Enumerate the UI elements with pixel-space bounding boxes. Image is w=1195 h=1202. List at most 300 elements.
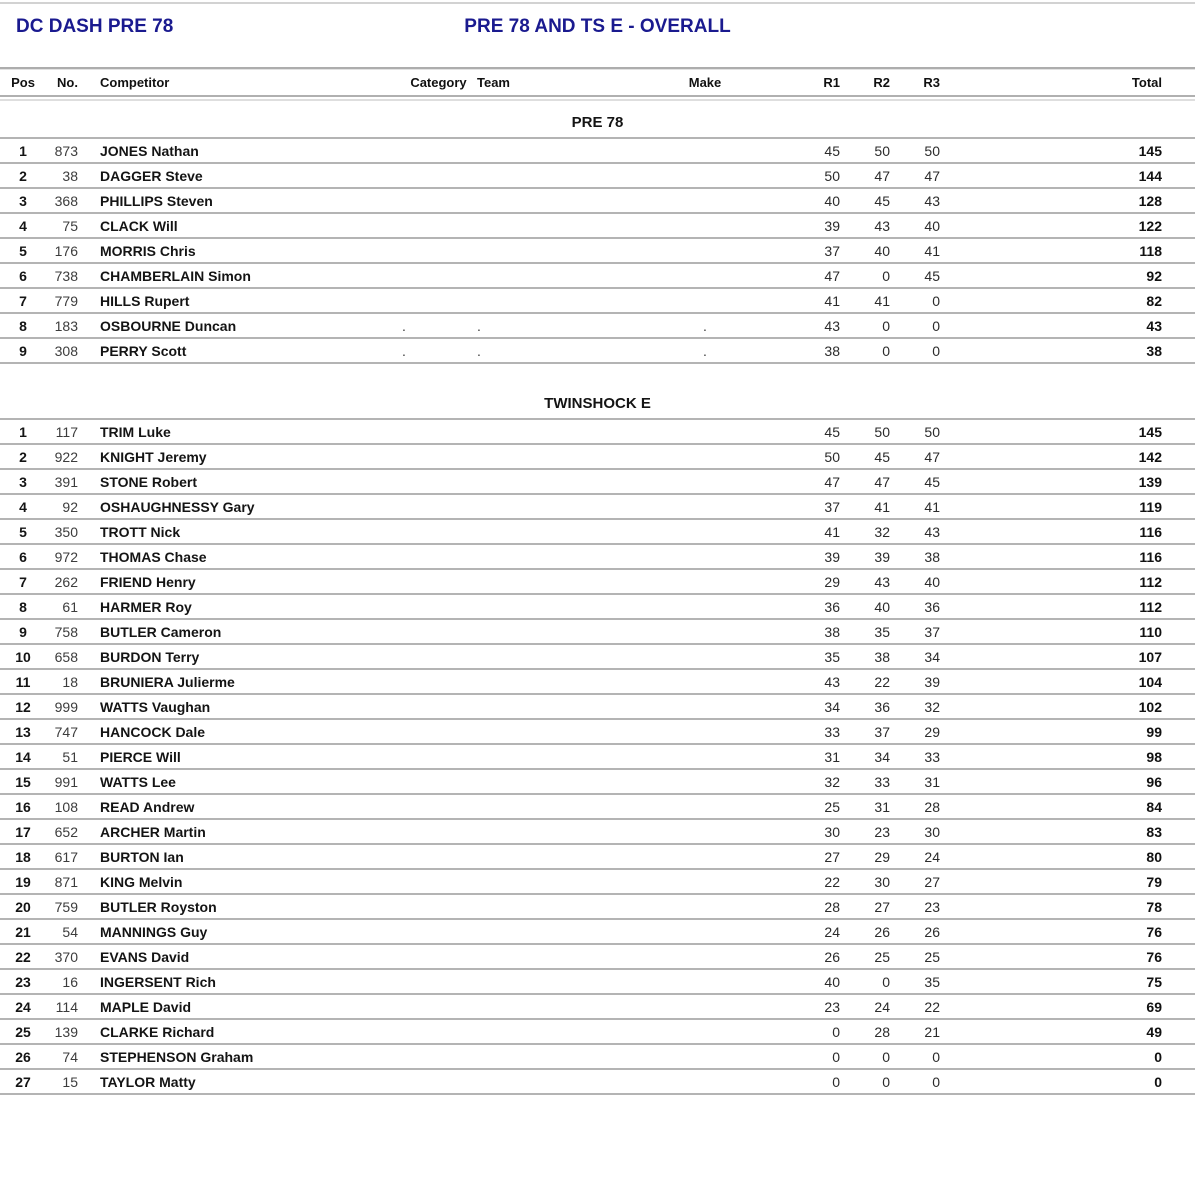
section-title: TWINSHOCK E [544, 395, 651, 412]
cell-competitor: TROTT Nick [100, 523, 181, 540]
cell-total: 119 [1139, 498, 1162, 515]
cell-r2: 33 [874, 773, 890, 790]
cell-make: . [703, 342, 707, 359]
cell-r3: 0 [932, 292, 940, 309]
cell-r1: 23 [824, 998, 840, 1015]
table-row [0, 920, 1195, 945]
cell-total: 98 [1146, 748, 1162, 765]
cell-no: 972 [54, 548, 78, 565]
cell-competitor: KING Melvin [100, 873, 183, 890]
table-row [0, 239, 1195, 264]
cell-total: 102 [1138, 698, 1162, 715]
table-row [0, 945, 1195, 970]
cell-r1: 35 [824, 648, 840, 665]
column-header-row [0, 70, 1195, 95]
cell-r3: 50 [924, 142, 940, 159]
cell-r1: 30 [824, 823, 840, 840]
cell-total: 76 [1146, 948, 1162, 965]
cell-competitor: CLACK Will [100, 217, 178, 234]
cell-r2: 43 [874, 573, 890, 590]
cell-r1: 28 [824, 898, 840, 915]
cell-r2: 41 [874, 498, 890, 515]
cell-r3: 25 [924, 948, 940, 965]
cell-r3: 21 [924, 1023, 940, 1040]
cell-r1: 34 [824, 698, 840, 715]
cell-pos: 17 [15, 823, 31, 840]
cell-total: 139 [1138, 473, 1162, 490]
cell-competitor: CHAMBERLAIN Simon [100, 267, 251, 284]
cell-r2: 25 [874, 948, 890, 965]
table-row [0, 189, 1195, 214]
cell-r3: 34 [924, 648, 940, 665]
cell-no: 991 [54, 773, 78, 790]
cell-r3: 35 [924, 973, 940, 990]
cell-pos: 27 [15, 1073, 31, 1090]
cell-no: 368 [54, 192, 78, 209]
cell-r2: 31 [874, 798, 890, 815]
cell-total: 92 [1146, 267, 1162, 284]
table-row [0, 1070, 1195, 1095]
col-header-category: Category [410, 75, 467, 90]
cell-r1: 36 [824, 598, 840, 615]
cell-r2: 34 [874, 748, 890, 765]
cell-competitor: KNIGHT Jeremy [100, 448, 207, 465]
cell-r1: 43 [824, 317, 840, 334]
cell-pos: 10 [15, 648, 31, 665]
cell-r2: 29 [874, 848, 890, 865]
cell-no: 308 [54, 342, 78, 359]
cell-r1: 50 [824, 448, 840, 465]
section-rows [0, 137, 1195, 364]
cell-total: 69 [1146, 998, 1162, 1015]
cell-r2: 0 [882, 342, 890, 359]
section-rows [0, 418, 1195, 1095]
cell-r2: 0 [882, 317, 890, 334]
cell-pos: 8 [19, 598, 27, 615]
cell-r1: 45 [824, 142, 840, 159]
cell-r2: 45 [874, 448, 890, 465]
cell-r3: 47 [924, 167, 940, 184]
cell-total: 112 [1139, 573, 1162, 590]
cell-r3: 43 [924, 523, 940, 540]
cell-competitor: EVANS David [100, 948, 190, 965]
table-row [0, 620, 1195, 645]
cell-total: 118 [1139, 242, 1162, 259]
cell-team: . [477, 317, 481, 334]
cell-r1: 24 [824, 923, 840, 940]
cell-competitor: BURTON Ian [100, 848, 184, 865]
table-row [0, 595, 1195, 620]
table-row [0, 895, 1195, 920]
col-header-r2: R2 [873, 75, 890, 90]
table-row [0, 164, 1195, 189]
cell-pos: 26 [15, 1048, 31, 1065]
cell-competitor: BURDON Terry [100, 648, 200, 665]
table-row [0, 314, 1195, 339]
cell-r1: 38 [824, 342, 840, 359]
col-header-pos: Pos [11, 75, 35, 90]
cell-pos: 11 [15, 673, 31, 690]
cell-r2: 32 [874, 523, 890, 540]
cell-r2: 24 [874, 998, 890, 1015]
cell-competitor: BUTLER Royston [100, 898, 217, 915]
cell-r2: 50 [874, 142, 890, 159]
cell-r3: 31 [924, 773, 940, 790]
header-bottom-rule-light [0, 99, 1195, 101]
cell-no: 370 [54, 948, 78, 965]
results-table-body [0, 114, 1195, 1095]
cell-no: 617 [54, 848, 78, 865]
cell-r1: 37 [824, 242, 840, 259]
col-header-team: Team [477, 75, 510, 90]
cell-r1: 40 [824, 192, 840, 209]
cell-r1: 40 [824, 973, 840, 990]
cell-competitor: READ Andrew [100, 798, 195, 815]
cell-pos: 5 [19, 242, 27, 259]
cell-r1: 41 [824, 523, 840, 540]
cell-competitor: HANCOCK Dale [100, 723, 206, 740]
cell-r3: 40 [924, 217, 940, 234]
cell-r2: 40 [874, 598, 890, 615]
cell-no: 262 [54, 573, 78, 590]
results-section [0, 114, 1195, 364]
cell-pos: 21 [15, 923, 31, 940]
cell-no: 61 [62, 598, 78, 615]
table-row [0, 470, 1195, 495]
table-row [0, 845, 1195, 870]
cell-no: 183 [54, 317, 78, 334]
cell-pos: 23 [15, 973, 31, 990]
cell-pos: 2 [19, 448, 27, 465]
col-header-r3: R3 [923, 75, 940, 90]
table-row [0, 1020, 1195, 1045]
table-row [0, 214, 1195, 239]
cell-no: 117 [55, 423, 78, 440]
cell-no: 139 [54, 1023, 78, 1040]
cell-r3: 27 [924, 873, 940, 890]
cell-competitor: DAGGER Steve [100, 167, 203, 184]
cell-r2: 38 [874, 648, 890, 665]
cell-r3: 43 [924, 192, 940, 209]
cell-competitor: HILLS Rupert [100, 292, 190, 309]
cell-pos: 6 [19, 267, 27, 284]
cell-r1: 41 [824, 292, 840, 309]
cell-pos: 16 [15, 798, 31, 815]
cell-total: 82 [1146, 292, 1162, 309]
cell-pos: 25 [15, 1023, 31, 1040]
cell-no: 759 [54, 898, 78, 915]
cell-r3: 0 [932, 1073, 940, 1090]
cell-pos: 9 [19, 342, 27, 359]
cell-no: 779 [54, 292, 78, 309]
cell-no: 747 [54, 723, 78, 740]
cell-r1: 38 [824, 623, 840, 640]
cell-r3: 36 [924, 598, 940, 615]
cell-total: 142 [1138, 448, 1162, 465]
table-row [0, 695, 1195, 720]
col-header-r1: R1 [823, 75, 840, 90]
cell-r2: 45 [874, 192, 890, 209]
table-row [0, 770, 1195, 795]
cell-r3: 40 [924, 573, 940, 590]
col-header-no: No. [57, 75, 78, 90]
cell-pos: 5 [19, 523, 27, 540]
cell-pos: 8 [19, 317, 27, 334]
cell-r3: 0 [932, 1048, 940, 1065]
table-row [0, 570, 1195, 595]
cell-r1: 0 [832, 1073, 840, 1090]
cell-no: 16 [62, 973, 78, 990]
cell-r2: 40 [874, 242, 890, 259]
table-row [0, 264, 1195, 289]
table-row [0, 970, 1195, 995]
cell-r3: 39 [924, 673, 940, 690]
cell-r1: 39 [824, 548, 840, 565]
cell-pos: 15 [15, 773, 31, 790]
results-page [0, 2, 1195, 1202]
cell-pos: 19 [15, 873, 31, 890]
cell-r1: 0 [832, 1048, 840, 1065]
cell-r1: 45 [824, 423, 840, 440]
cell-competitor: THOMAS Chase [100, 548, 207, 565]
col-header-total: Total [1131, 75, 1162, 90]
cell-pos: 9 [19, 623, 27, 640]
cell-no: 652 [54, 823, 78, 840]
col-header-competitor: Competitor [100, 75, 170, 90]
cell-competitor: BRUNIERA Julierme [100, 673, 235, 690]
cell-pos: 22 [15, 948, 31, 965]
cell-total: 116 [1139, 548, 1162, 565]
cell-r3: 0 [932, 342, 940, 359]
cell-r3: 41 [924, 242, 940, 259]
cell-r1: 47 [824, 473, 840, 490]
cell-r3: 45 [924, 473, 940, 490]
cell-r2: 47 [874, 473, 890, 490]
cell-r2: 23 [874, 823, 890, 840]
cell-total: 49 [1146, 1023, 1162, 1040]
cell-r1: 50 [824, 167, 840, 184]
cell-r3: 47 [924, 448, 940, 465]
cell-competitor: MANNINGS Guy [100, 923, 208, 940]
cell-r3: 32 [924, 698, 940, 715]
cell-r1: 31 [824, 748, 840, 765]
cell-r3: 22 [924, 998, 940, 1015]
cell-total: 128 [1138, 192, 1162, 209]
table-row [0, 670, 1195, 695]
cell-no: 871 [54, 873, 78, 890]
cell-competitor: INGERSENT Rich [100, 973, 216, 990]
cell-total: 112 [1139, 598, 1162, 615]
cell-r3: 29 [924, 723, 940, 740]
cell-r1: 29 [824, 573, 840, 590]
cell-r1: 22 [824, 873, 840, 890]
cell-make: . [703, 317, 707, 334]
cell-r2: 35 [874, 623, 890, 640]
cell-r1: 37 [824, 498, 840, 515]
table-row [0, 545, 1195, 570]
event-title: DC DASH PRE 78 [16, 16, 174, 37]
cell-competitor: TAYLOR Matty [100, 1073, 196, 1090]
cell-no: 74 [62, 1048, 78, 1065]
table-row [0, 520, 1195, 545]
cell-competitor: OSBOURNE Duncan [100, 317, 237, 334]
cell-no: 92 [62, 498, 78, 515]
cell-total: 80 [1146, 848, 1162, 865]
table-row [0, 495, 1195, 520]
table-row [0, 870, 1195, 895]
table-row [0, 1045, 1195, 1070]
cell-r2: 0 [882, 1048, 890, 1065]
cell-r2: 0 [882, 1073, 890, 1090]
cell-r3: 38 [924, 548, 940, 565]
cell-pos: 4 [19, 217, 27, 234]
cell-no: 176 [54, 242, 78, 259]
cell-competitor: ARCHER Martin [100, 823, 206, 840]
cell-r2: 30 [874, 873, 890, 890]
cell-pos: 7 [19, 292, 27, 309]
table-row [0, 820, 1195, 845]
cell-competitor: WATTS Vaughan [100, 698, 211, 715]
cell-no: 350 [54, 523, 78, 540]
cell-r1: 0 [832, 1023, 840, 1040]
cell-total: 0 [1154, 1073, 1162, 1090]
cell-no: 999 [54, 698, 78, 715]
cell-total: 83 [1146, 823, 1162, 840]
table-row [0, 139, 1195, 164]
table-row [0, 420, 1195, 445]
section-title: PRE 78 [571, 114, 624, 131]
cell-competitor: FRIEND Henry [100, 573, 196, 590]
cell-competitor: BUTLER Cameron [100, 623, 222, 640]
cell-total: 122 [1138, 217, 1162, 234]
cell-no: 108 [54, 798, 78, 815]
cell-r3: 45 [924, 267, 940, 284]
cell-r2: 22 [874, 673, 890, 690]
cell-r2: 50 [874, 423, 890, 440]
cell-competitor: PERRY Scott [100, 342, 187, 359]
page-title: PRE 78 AND TS E - OVERALL [464, 16, 731, 37]
cell-competitor: PIERCE Will [100, 748, 181, 765]
cell-r2: 41 [874, 292, 890, 309]
cell-r2: 36 [874, 698, 890, 715]
cell-competitor: MAPLE David [100, 998, 192, 1015]
cell-competitor: OSHAUGHNESSY Gary [100, 498, 255, 515]
cell-r3: 41 [924, 498, 940, 515]
cell-total: 78 [1146, 898, 1162, 915]
cell-no: 38 [62, 167, 78, 184]
cell-pos: 24 [15, 998, 31, 1015]
table-row [0, 720, 1195, 745]
cell-team: . [477, 342, 481, 359]
cell-pos: 7 [19, 573, 27, 590]
cell-r2: 28 [874, 1023, 890, 1040]
results-section [0, 395, 1195, 1095]
cell-r1: 39 [824, 217, 840, 234]
cell-r3: 0 [932, 317, 940, 334]
cell-category: . [402, 317, 406, 334]
cell-no: 54 [62, 923, 78, 940]
cell-total: 75 [1146, 973, 1162, 990]
cell-r1: 32 [824, 773, 840, 790]
table-row [0, 645, 1195, 670]
cell-r2: 37 [874, 723, 890, 740]
cell-r1: 33 [824, 723, 840, 740]
cell-r1: 47 [824, 267, 840, 284]
cell-competitor: STONE Robert [100, 473, 197, 490]
cell-category: . [402, 342, 406, 359]
cell-no: 738 [54, 267, 78, 284]
cell-pos: 3 [19, 192, 27, 209]
cell-total: 43 [1146, 317, 1162, 334]
col-header-make: Make [688, 75, 722, 90]
table-row [0, 445, 1195, 470]
cell-pos: 4 [19, 498, 27, 515]
cell-r3: 50 [924, 423, 940, 440]
cell-no: 873 [54, 142, 78, 159]
cell-no: 51 [62, 748, 78, 765]
cell-r3: 30 [924, 823, 940, 840]
cell-r2: 27 [874, 898, 890, 915]
cell-r2: 39 [874, 548, 890, 565]
cell-pos: 3 [19, 473, 27, 490]
cell-total: 38 [1146, 342, 1162, 359]
cell-pos: 12 [15, 698, 31, 715]
cell-competitor: TRIM Luke [100, 423, 171, 440]
cell-r2: 47 [874, 167, 890, 184]
cell-r1: 26 [824, 948, 840, 965]
cell-r2: 26 [874, 923, 890, 940]
cell-competitor: CLARKE Richard [100, 1023, 215, 1040]
cell-total: 116 [1139, 523, 1162, 540]
cell-competitor: MORRIS Chris [100, 242, 196, 259]
cell-total: 144 [1138, 167, 1162, 184]
cell-total: 79 [1146, 873, 1162, 890]
cell-r3: 33 [924, 748, 940, 765]
cell-r3: 26 [924, 923, 940, 940]
cell-no: 75 [62, 217, 78, 234]
cell-pos: 2 [19, 167, 27, 184]
table-row [0, 745, 1195, 770]
cell-pos: 6 [19, 548, 27, 565]
cell-no: 922 [54, 448, 78, 465]
cell-total: 145 [1138, 142, 1162, 159]
cell-total: 96 [1146, 773, 1162, 790]
cell-r3: 28 [924, 798, 940, 815]
cell-competitor: JONES Nathan [100, 142, 199, 159]
cell-total: 107 [1138, 648, 1162, 665]
cell-pos: 1 [19, 142, 27, 159]
cell-total: 99 [1146, 723, 1162, 740]
cell-no: 658 [54, 648, 78, 665]
cell-competitor: WATTS Lee [100, 773, 176, 790]
cell-competitor: HARMER Roy [100, 598, 192, 615]
cell-r2: 43 [874, 217, 890, 234]
cell-r1: 25 [824, 798, 840, 815]
cell-competitor: PHILLIPS Steven [100, 192, 213, 209]
cell-total: 145 [1138, 423, 1162, 440]
cell-no: 391 [54, 473, 78, 490]
cell-no: 15 [62, 1073, 78, 1090]
cell-competitor: STEPHENSON Graham [100, 1048, 254, 1065]
cell-r1: 27 [824, 848, 840, 865]
cell-total: 76 [1146, 923, 1162, 940]
cell-no: 18 [62, 673, 78, 690]
cell-r1: 43 [824, 673, 840, 690]
titles-bar [0, 4, 1195, 48]
cell-pos: 14 [15, 748, 31, 765]
cell-r3: 37 [924, 623, 940, 640]
cell-no: 758 [54, 623, 78, 640]
